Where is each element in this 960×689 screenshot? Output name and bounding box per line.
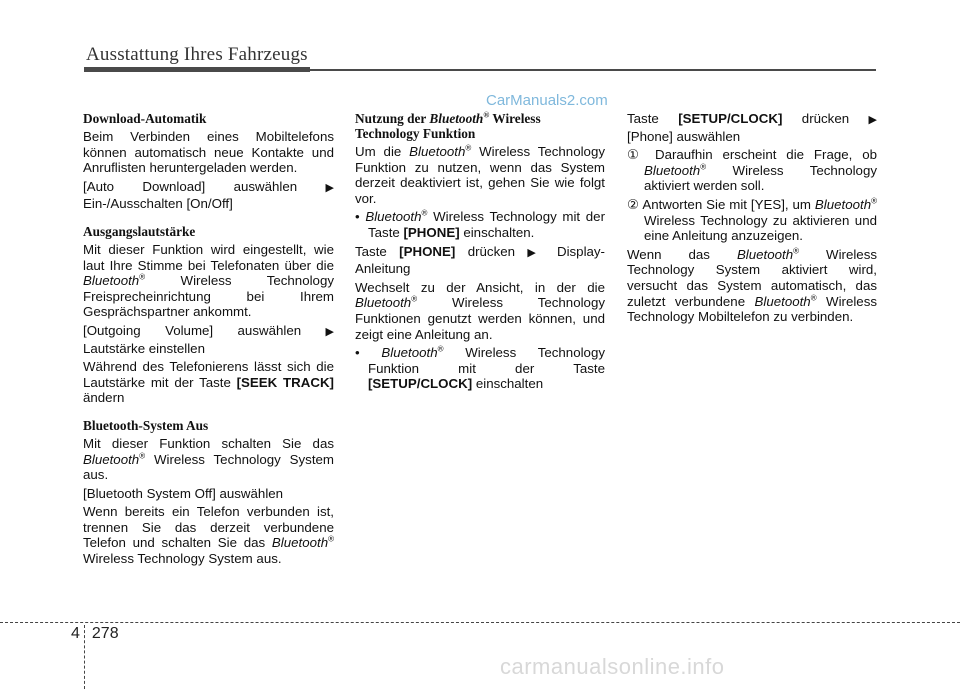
heading-use: Nutzung der Bluetooth® Wireless Technology Funktion <box>355 110 541 141</box>
paragraph: Taste [PHONE] drücken ▶ Display-Anleitung <box>355 243 605 277</box>
header-rule <box>310 69 876 71</box>
bluetooth-brand: Bluetooth <box>429 111 484 126</box>
column-1 <box>83 111 334 570</box>
step-number-icon: ① <box>627 147 646 163</box>
heading-volume: Ausgangslautstärke <box>83 223 196 239</box>
bluetooth-brand: Bluetooth <box>814 196 872 212</box>
heading-download: Download-Automatik <box>83 111 207 126</box>
paragraph: Mit dieser Funktion schalten Sie das Bluetooth® Wireless Technology System aus. <box>83 435 334 483</box>
watermark-top: CarManuals2.com <box>486 92 608 109</box>
column-3 <box>627 111 877 328</box>
page-number <box>71 625 119 643</box>
step-number-icon: ② <box>627 196 640 212</box>
arrow-right-icon: ▶ <box>527 246 545 259</box>
paragraph: Wenn das Bluetooth® Wireless Technology System aktiviert wird, versucht das System automatisch, das zuletzt verbundene Bluetooth® Wireless Technology Mobiltelefon zu verbinden. <box>627 246 878 325</box>
bullet-icon: • <box>355 345 360 361</box>
watermark-bottom: carmanualsonline.info <box>500 654 725 679</box>
paragraph: Wechselt zu der Ansicht, in der die Bluetooth® Wireless Technology Funktionen genutzt werden können, und zeigt eine Anleitung an. <box>355 279 605 342</box>
paragraph: [Bluetooth System Off] auswählen <box>83 485 284 501</box>
bluetooth-brand: Bluetooth <box>365 209 422 225</box>
paragraph: Während des Telefonierens lässt sich die Lautstärke mit der Taste [SEEK TRACK] ändern <box>83 359 334 406</box>
bluetooth-brand: Bluetooth <box>754 293 811 309</box>
footer-rule <box>0 622 960 623</box>
bluetooth-brand: Bluetooth <box>83 451 140 467</box>
header-bar-thick <box>84 67 310 72</box>
bullet-item: • Bluetooth® Wireless Technology Funktion mit der Taste [SETUP/CLOCK] einschalten <box>355 344 605 392</box>
bluetooth-brand: Bluetooth <box>381 345 438 361</box>
paragraph: [Outgoing Volume] auswählen ▶ Lautstärke einstellen <box>83 322 334 356</box>
bluetooth-brand: Bluetooth <box>409 144 466 159</box>
paragraph: Um die Bluetooth® Wireless Technology Funktion zu nutzen, wenn das System derzeit deaktiviert ist, gehen Sie wie folgt vor. <box>355 143 605 206</box>
bluetooth-brand: Bluetooth <box>736 246 794 262</box>
column-2 <box>355 111 605 395</box>
heading-bluetooth-off: Bluetooth-System Aus <box>83 417 209 433</box>
paragraph: [Auto Download] auswählen ▶ Ein-/Ausschalten [On/Off] <box>83 178 334 212</box>
step-item: ① Daraufhin erscheint die Frage, ob Bluetooth® Wireless Technology aktiviert werden soll. <box>627 147 877 194</box>
paragraph: Wenn bereits ein Telefon verbunden ist, trennen Sie das derzeit verbundene Telefon und schalten Sie das Bluetooth® Wireless Technology System aus. <box>83 504 334 567</box>
step-item: ② Antworten Sie mit [YES], um Bluetooth® Wireless Technology zu aktivieren und eine Anleitung anzuzeigen. <box>627 196 878 244</box>
bluetooth-brand: Bluetooth <box>644 162 701 178</box>
paragraph: Taste [SETUP/CLOCK] drücken ▶ [Phone] auswählen <box>627 111 878 144</box>
paragraph: Beim Verbinden eines Mobiltelefons können automatisch neue Kontakte und Anruflisten heruntergeladen werden. <box>83 129 334 176</box>
bluetooth-brand: Bluetooth <box>83 273 140 289</box>
page-title: Ausstattung Ihres Fahrzeugs <box>86 44 308 65</box>
bluetooth-brand: Bluetooth <box>355 295 412 311</box>
chapter-number: 4 <box>71 625 80 642</box>
paragraph: Mit dieser Funktion wird eingestellt, wie laut Ihre Stimme bei Telefonaten über die Bluetooth® Wireless Technology Freisprecheinrichtung bei Ihrem Gesprächspartner ankommt. <box>83 241 334 320</box>
bullet-icon: • <box>355 209 360 225</box>
arrow-right-icon: ▶ <box>325 181 334 194</box>
page-index: 278 <box>91 625 119 642</box>
bluetooth-brand: Bluetooth <box>271 535 329 551</box>
bullet-item: • Bluetooth® Wireless Technology mit der Taste [PHONE] einschalten. <box>355 208 605 240</box>
arrow-right-icon: ▶ <box>868 114 878 126</box>
arrow-right-icon: ▶ <box>325 325 334 338</box>
